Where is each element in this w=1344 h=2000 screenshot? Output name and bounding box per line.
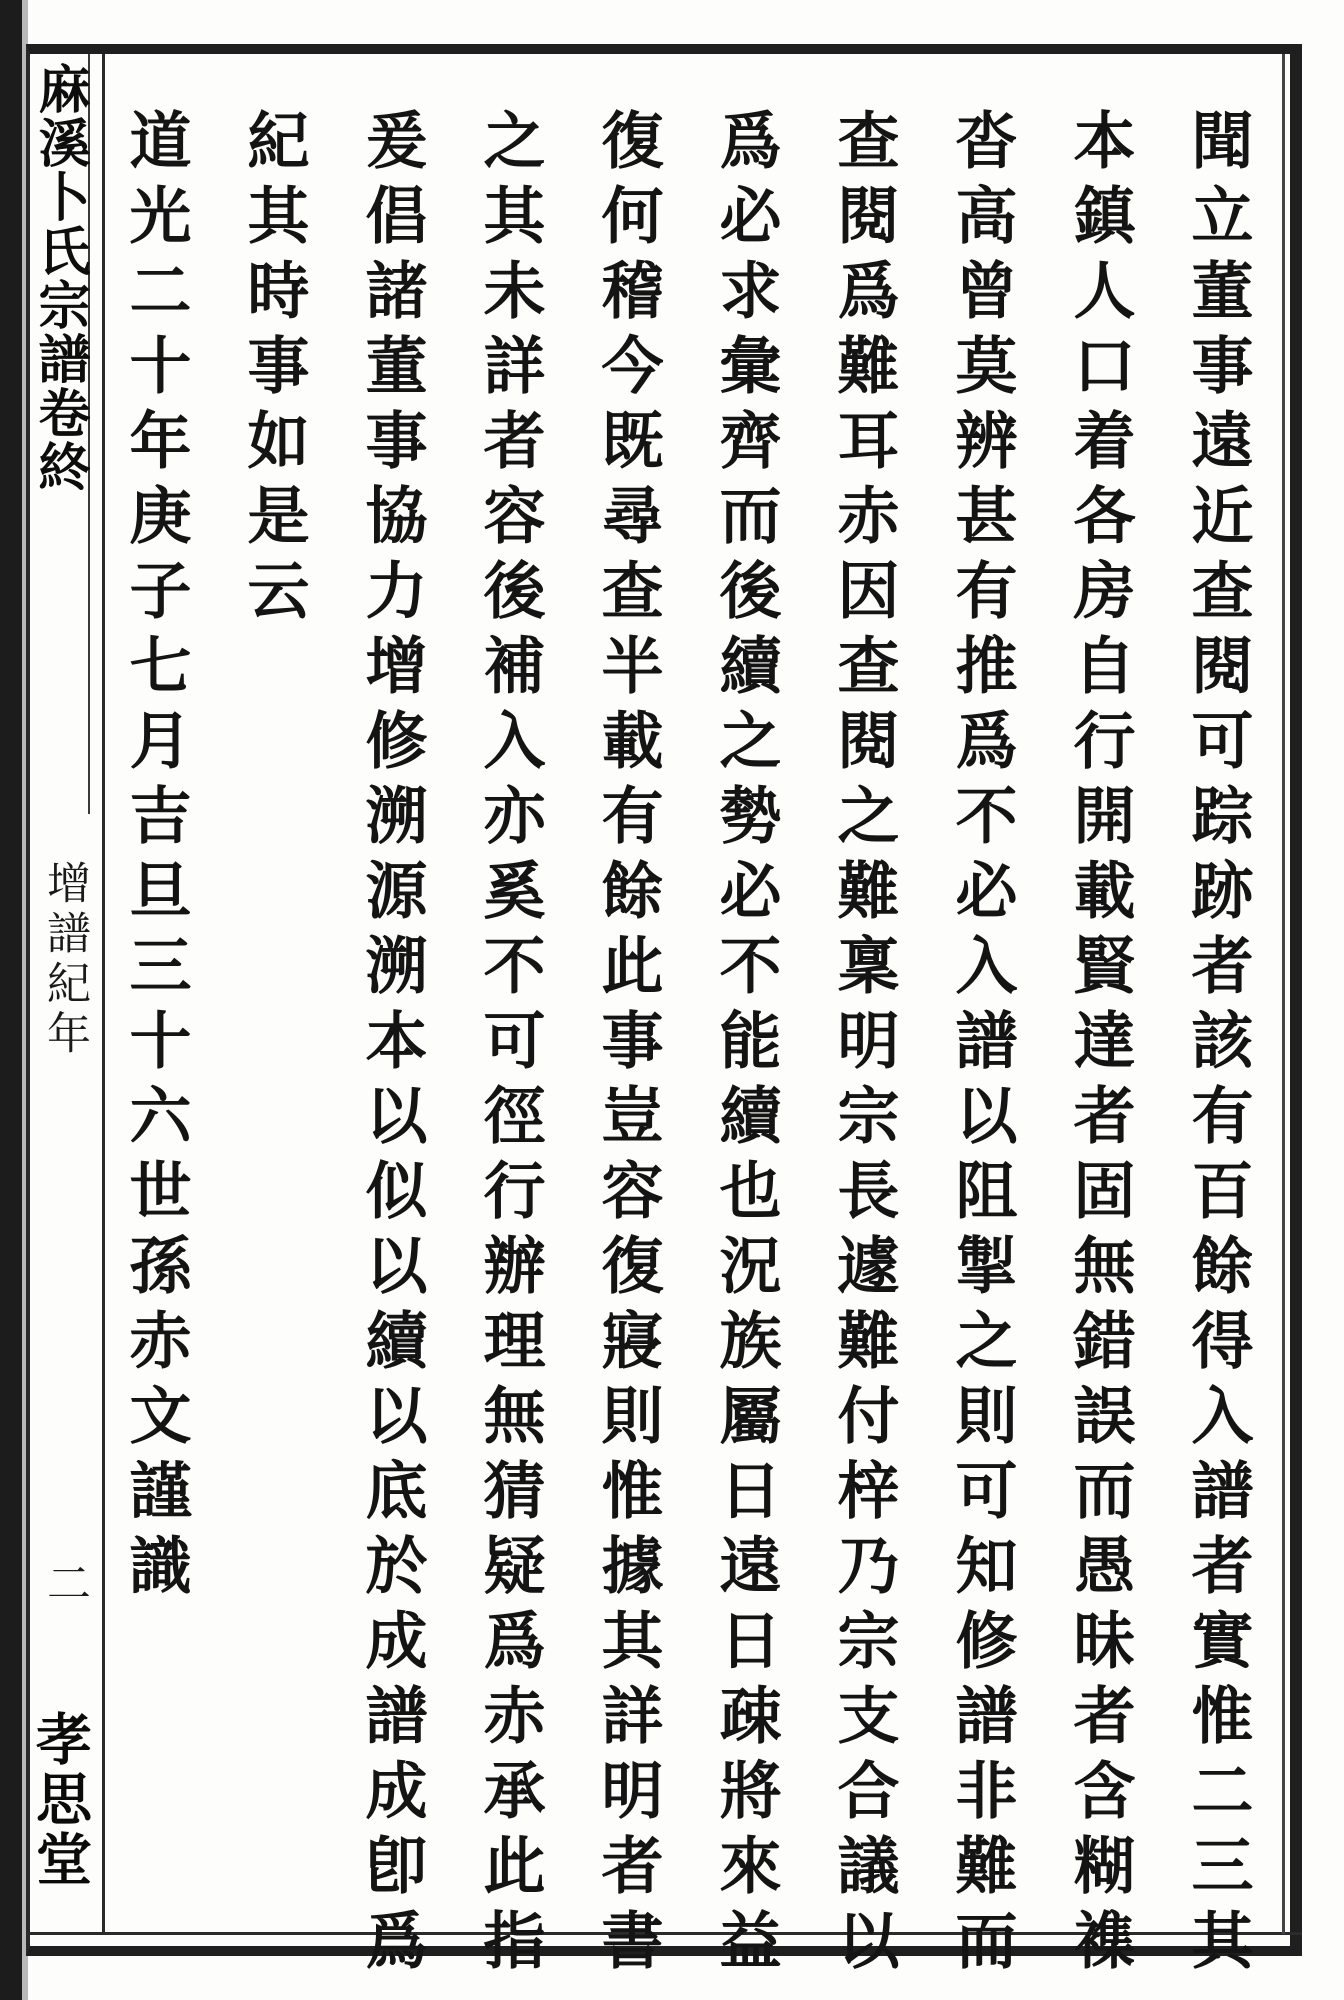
text-column-7: 之其未詳者容後補入亦奚不可徑行辦理無猜疑爲赤承此指: [473, 108, 546, 1983]
hall-name: 孝思堂: [27, 1710, 93, 1890]
text-column-2: 本鎮人口着各房自行開載賢達者固無錯誤而愚昧者含糊襍: [1063, 108, 1136, 1983]
frame-inner-right-rule: [1282, 54, 1285, 1934]
text-column-9: 紀其時事如是云: [237, 108, 310, 633]
text-column-4: 查閱爲難耳赤因查閱之難稟明宗長遽難付梓乃宗支合議以: [827, 108, 900, 1983]
text-column-5: 爲必求彙齊而後續之勢必不能續也況族屬日遠日疎將來益: [709, 108, 782, 1983]
text-column-10: 道光二十年庚子七月吉旦三十六世孫赤文謹識: [119, 108, 192, 1608]
center-column-rule: [102, 54, 105, 1934]
book-title: 麻溪卜氏宗譜卷終: [29, 62, 90, 494]
text-column-1: 聞立董事遠近查閱可踪跡者該有百餘得入譜者實惟二三其: [1181, 108, 1254, 1983]
text-column-3: 沓高曾莫辨甚有推爲不必入譜以阻掣之則可知修譜非難而: [945, 108, 1018, 1983]
binding-strip: [0, 0, 22, 2000]
text-column-6: 復何稽今既尋查半載有餘此事豈容復寢則惟據其詳明者書: [591, 108, 664, 1983]
text-column-8: 爰倡諸董事協力增修溯源溯本以似以續以底於成譜成卽爲: [355, 108, 428, 1983]
section-title: 增譜紀年: [39, 860, 90, 1060]
page-number: 二: [39, 1560, 90, 1604]
